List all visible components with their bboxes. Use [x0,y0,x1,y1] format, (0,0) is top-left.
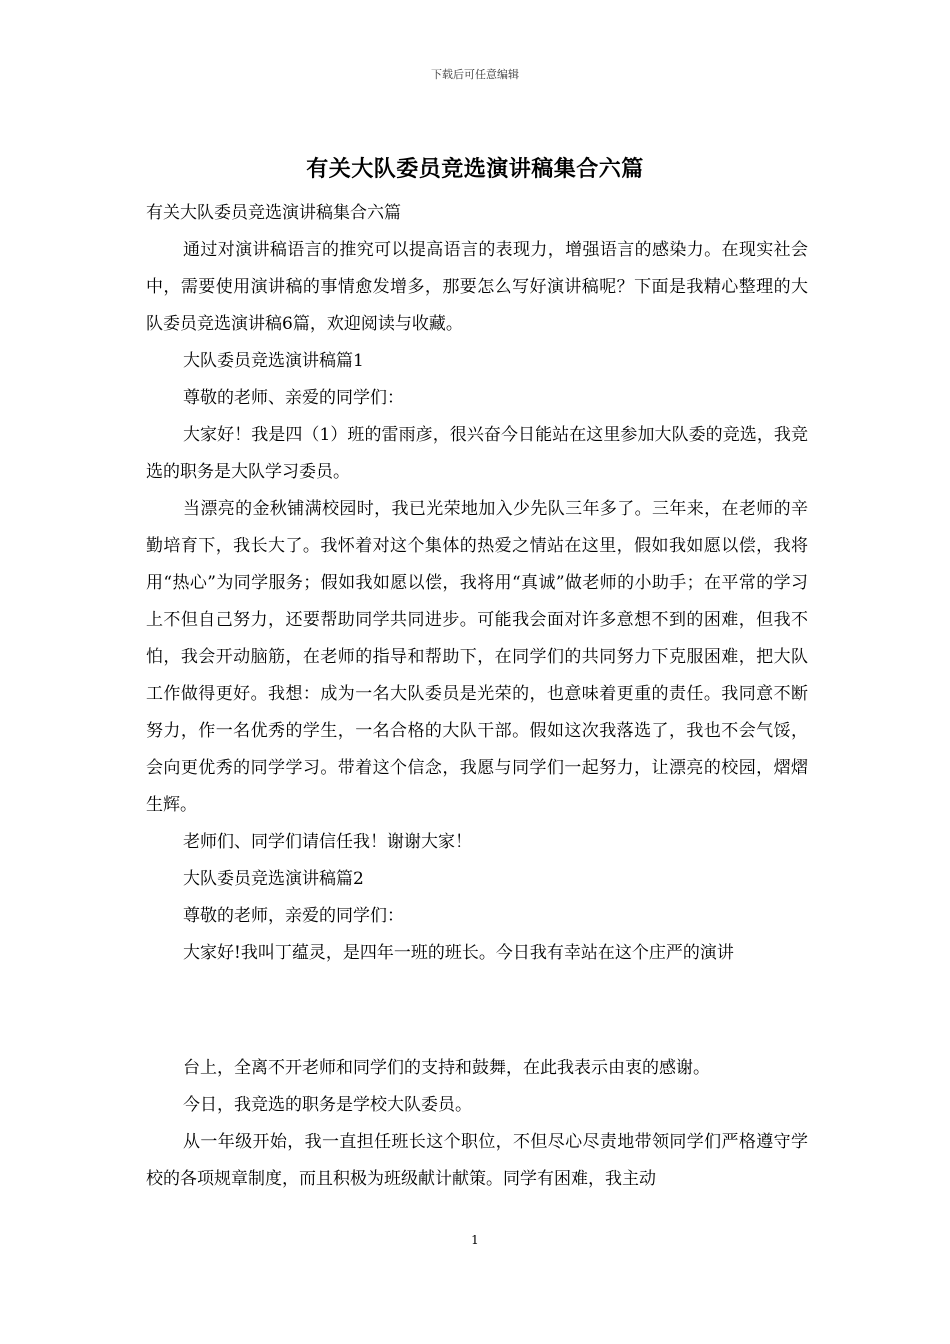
subtitle-paragraph: 有关大队委员竞选演讲稿集合六篇 [146,203,401,223]
body-paragraph: 大家好!我叫丁蕴灵，是四年一班的班长。今日我有幸站在这个庄严的演讲 [183,943,734,963]
document-body-lower [146,1050,808,1198]
body-paragraph: 大家好！我是四（1）班的雷雨彦，很兴奋今日能站在这里参加大队委的竞选，我竞选的职务是大队学习委员。 [146,425,808,482]
body-paragraph-continued: 台上，全离不开老师和同学们的支持和鼓舞，在此我表示由衷的感谢。 [183,1058,710,1078]
body-paragraph: 今日，我竞选的职务是学校大队委员。 [183,1095,472,1115]
document-title: 有关大队委员竞选演讲稿集合六篇 [306,156,644,182]
closing-paragraph: 老师们、同学们请信任我！谢谢大家！ [183,832,472,852]
section-heading-speech-1: 大队委员竞选演讲稿篇1 [183,351,364,371]
document-body-upper [146,195,808,972]
body-paragraph: 从一年级开始，我一直担任班长这个职位，不但尽心尽责地带领同学们严格遵守学校的各项规章制度，而且积极为班级献计献策。同学有困难，我主动 [146,1132,808,1189]
header-note: 下载后可任意编辑 [431,68,519,81]
salutation-paragraph: 尊敬的老师，亲爱的同学们： [183,906,404,926]
page-number: 1 [471,1233,479,1247]
intro-paragraph: 通过对演讲稿语言的推究可以提高语言的表现力，增强语言的感染力。在现实社会中，需要使用演讲稿的事情愈发增多，那要怎么写好演讲稿呢？下面是我精心整理的大队委员竞选演讲稿6篇，欢迎阅读与收藏。 [146,240,808,334]
body-paragraph: 当漂亮的金秋铺满校园时，我已光荣地加入少先队三年多了。三年来，在老师的辛勤培育下，我长大了。我怀着对这个集体的热爱之情站在这里，假如我如愿以偿，我将用“热心”为同学服务；假如我如愿以偿，我将用“真诚”做老师的小助手；在平常的学习上不但自己努力，还要帮助同学共同进步。可能我会面对许多意想不到的困难，但我不怕，我会开动脑筋，在老师的指导和帮助下，在同学们的共同努力下克服困难，把大队工作做得更好。我想：成为一名大队委员是光荣的，也意味着更重的责任。我同意不断努力，作一名优秀的学生，一名合格的大队干部。假如这次我落选了，我也不会气馁，会向更优秀的同学学习。带着这个信念，我愿与同学们一起努力，让漂亮的校园，熠熠生辉。 [146,499,808,815]
section-heading-speech-2: 大队委员竞选演讲稿篇2 [183,869,364,889]
salutation-paragraph: 尊敬的老师、亲爱的同学们： [183,388,404,408]
